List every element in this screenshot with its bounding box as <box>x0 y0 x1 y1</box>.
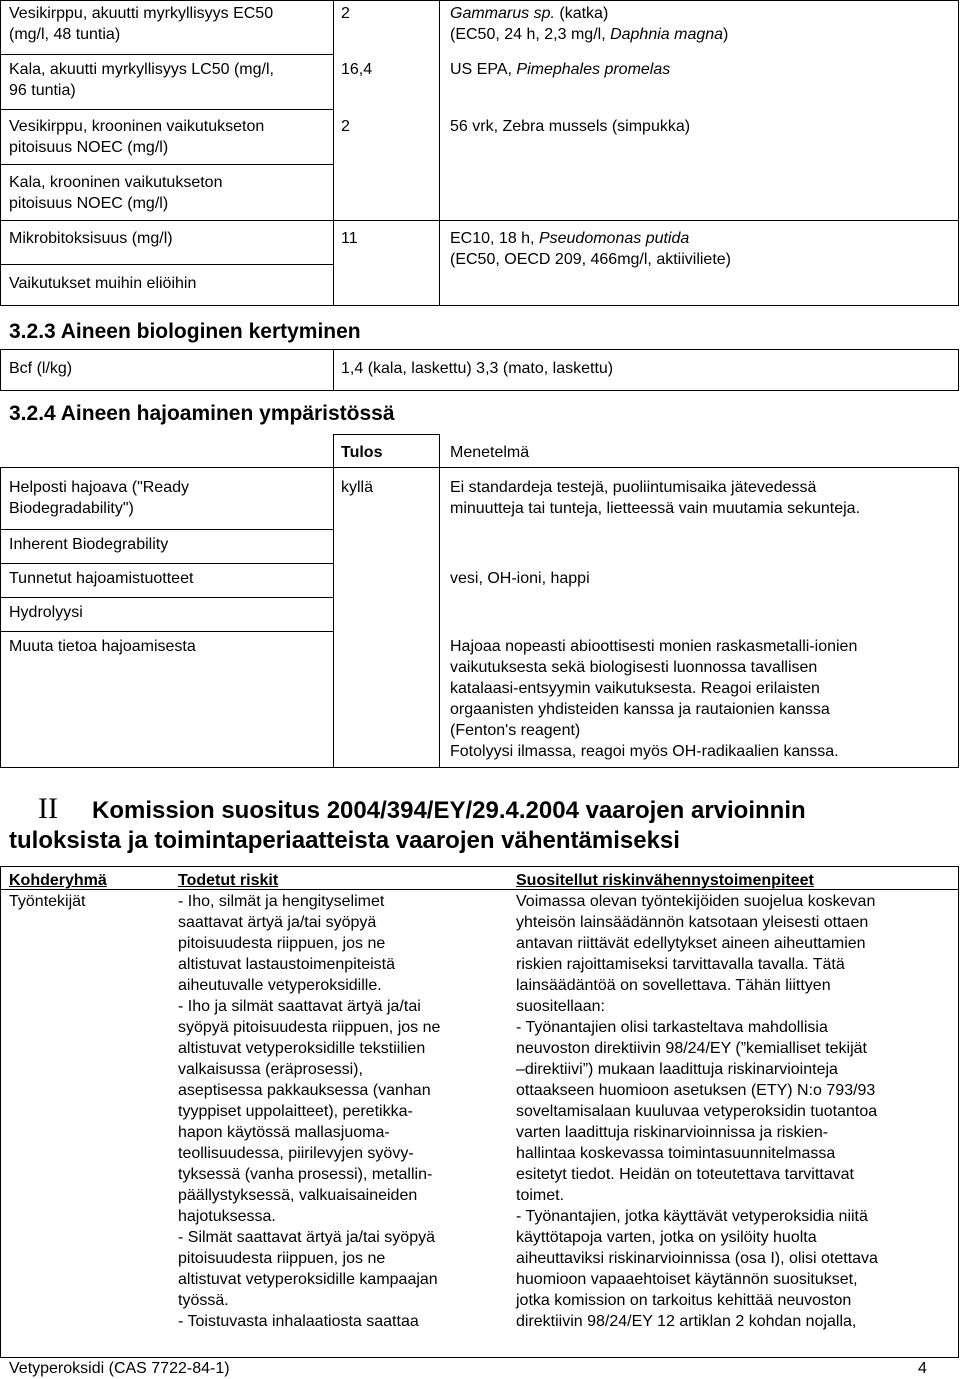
microtox-source-line2: (EC50, OECD 209, 466mg/l, aktiiviliete) <box>450 251 731 268</box>
ecotox-value: 2 <box>341 118 350 135</box>
risk-col-measures: Suositellut riskinvähennystoimenpiteet <box>516 872 814 889</box>
microtox-source: EC10, 18 h, Pseudomonas putida <box>450 230 690 247</box>
section-heading-degradation: 3.2.4 Aineen hajoaminen ympäristössä <box>9 402 395 425</box>
part2-title: II Komission suositus 2004/394/EY/29.4.2004 vaarojen arvioinnin <box>38 792 806 825</box>
other-effects-label: Vaikutukset muihin eliöihin <box>9 275 197 292</box>
measures-list: Voimassa olevan työntekijöiden suojelua koskevan yhteisön lainsäädännön katsotaan yleisesti ottaen antavan riittävät edellytykset aineen aiheuttamien riskien rajoittamiseksi tarvittavalla tavalla. Tätä lainsäädäntöä on sovellettava. Tähän liittyen suositellaan: - Työnantajien olisi tarkasteltava mahdollisia neuvoston direktiivin 98/24/EY (”kemialliset tekijät –direktiivi”) mukaan laadittuja riskinarviointeja ottaakseen huomioon asetuksen (ETY) N:o 793/93 soveltamisalaan kuuluvaa vetyperoksidin tuotantoa varten laadittuja riskinarvioinnissa ja riskien- hallintaa koskevassa toimintasuunnitelmassa esitetyt tiedot. Heidän on toteutettava tarvittavat toimet. - Työnantajien, jotka käyttävät vetyperoksidia niitä käyttötapoja varten, jotka on ysilöity huolta aiheuttaviksi riskinarvioinnissa (osa I), olisi otettava huomioon vapaaehtoiset käytännön suositukset, jotka komission on tarkoitus kehittää neuvoston direktiivin 98/24/EY 12 artiklan 2 kohdan nojalla, <box>516 893 878 1330</box>
ecotox-source: US EPA, Pimephales promelas <box>450 61 671 78</box>
degradation-label-inherent: Inherent Biodegrability <box>9 536 169 553</box>
degradation-result: kyllä <box>341 479 374 496</box>
part2-roman: II <box>38 792 58 825</box>
section-heading-bioaccumulation: 3.2.3 Aineen biologinen kertyminen <box>9 320 361 343</box>
ecotox-source-line2: (EC50, 24 h, 2,3 mg/l, Daphnia magna) <box>450 26 729 43</box>
degradation-label-products: Tunnetut hajoamistuotteet <box>9 570 194 587</box>
degradation-col-result: Tulos <box>341 444 383 461</box>
ecotox-label-fish-chronic: Kala, krooninen vaikutukseton pitoisuus NOEC (mg/l) <box>9 174 223 212</box>
ecotox-label-daphnia-chronic: Vesikirppu, krooninen vaikutukseton pitoisuus NOEC (mg/l) <box>9 118 265 156</box>
page-footer <box>0 1357 959 1378</box>
ecotox-label-fish-acute: Kala, akuutti myrkyllisyys LC50 (mg/l, 96 tuntia) <box>9 61 274 99</box>
degradation-label-other: Muuta tietoa hajoamisesta <box>9 638 196 655</box>
ecotox-value: 2 <box>341 5 350 22</box>
ecotox-value: 16,4 <box>341 61 373 78</box>
microtox-value: 11 <box>341 230 358 247</box>
risk-col-risks: Todetut riskit <box>178 872 279 889</box>
risk-list: - Iho, silmät ja hengityselimet saattavat ärtyä ja/tai syöpyä pitoisuudesta riippuen, jos ne altistuvat lastaustoimenpiteistä aiheutuvalle vetyperoksidille. - Iho ja silmät saattavat ärtyä ja/tai syöpyä pitoisuudesta riippuen, jos ne altistuvat vetyperoksidille tekstiilien valkaisussa (eräprosessi), aseptisessa pakkauksessa (vanhan tyyppiset uppolaitteet), peretikka- hapon käytössä mallasjuoma- teollisuudessa, piirilevyjen syövy- tyksessä (vanha prosessi), metallin- päällystyksessä, valkuaisaineiden hajotuksessa. - Silmät saattavat ärtyä ja/tai syöpyä pitoisuudesta riippuen, jos ne altistuvat vetyperoksidille kampaajan työssä. - Toistuvasta inhalaatiosta saattaa <box>178 893 441 1330</box>
degradation-col-method: Menetelmä <box>450 444 530 461</box>
ecotox-source: Gammarus sp. (katka) <box>450 5 609 22</box>
risk-col-group: Kohderyhmä <box>9 872 107 889</box>
ecotox-source: 56 vrk, Zebra mussels (simpukka) <box>450 118 691 135</box>
degradation-label-hydrolysis: Hydrolyysi <box>9 604 83 621</box>
microtox-label: Mikrobitoksisuus (mg/l) <box>9 230 173 247</box>
degradation-method: Hajoaa nopeasti abioottisesti monien raskasmetalli-ionien vaikutuksesta sekä biologisesti luonnossa tavallisen katalaasi-entsyymin vaikutuksesta. Reagoi erilaisten orgaanisten yhdisteiden kanssa ja rautaionien kanssa (Fenton's reagent) Fotolyysi ilmassa, reagoi myös OH-radikaalien kanssa. <box>450 638 858 760</box>
degradation-method: vesi, OH-ioni, happi <box>450 570 590 587</box>
degradation-label-ready: Helposti hajoava ("Ready Biodegradability") <box>9 479 189 517</box>
bcf-value: 1,4 (kala, laskettu) 3,3 (mato, laskettu) <box>341 360 614 377</box>
footer-page-number: 4 <box>918 1360 927 1377</box>
degradation-method: Ei standardeja testejä, puoliintumisaika jätevedessä minuutteja tai tunteja, lietteessä vain muutamia sekunteja. <box>450 479 861 517</box>
part2-title-line2: tuloksista ja toimintaperiaatteista vaarojen vähentämiseksi <box>9 827 680 854</box>
footer-product: Vetyperoksidi (CAS 7722-84-1) <box>9 1360 230 1377</box>
bcf-label: Bcf (l/kg) <box>9 360 73 377</box>
risk-group: Työntekijät <box>9 893 86 910</box>
ecotox-label-daphnia-acute: Vesikirppu, akuutti myrkyllisyys EC50 (mg/l, 48 tuntia) <box>9 5 274 43</box>
